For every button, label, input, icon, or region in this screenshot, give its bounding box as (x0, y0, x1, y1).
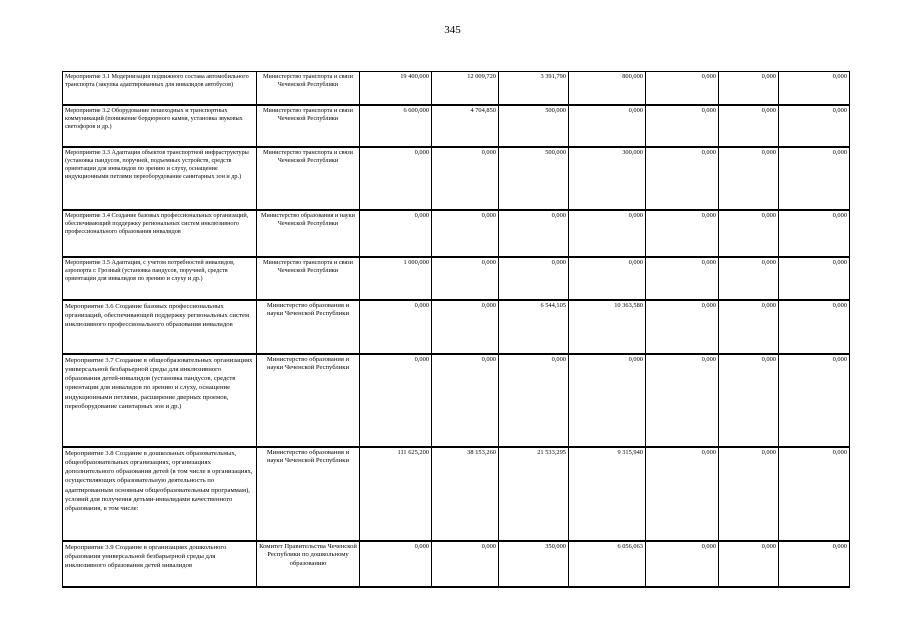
event-cell: Мероприятие 3.5 Адаптация, с учетом потребностей инвалидов, аэропорта г. Грозный (установка пандусов, поручней, средств ориентации для инвалидов по зрению и слуху и др.) (63, 257, 257, 300)
value-cell: 0,000 (432, 354, 499, 447)
value-cell: 0,000 (779, 72, 850, 105)
value-cell: 0,000 (360, 354, 432, 447)
value-cell: 9 315,940 (569, 447, 646, 541)
value-cell: 4 704,850 (432, 105, 499, 147)
value-cell: 10 363,580 (569, 300, 646, 354)
event-cell: Мероприятие 3.1 Модернизация подвижного состава автомобильного транспорта (закупка адаптированных для инвалидов автобусов) (63, 72, 257, 105)
executor-cell: Министерство транспорта и связи Чеченской Республики (257, 72, 360, 105)
value-cell: 0,000 (719, 354, 779, 447)
table-row (63, 147, 850, 210)
value-cell: 0,000 (646, 210, 719, 257)
value-cell: 0,000 (779, 210, 850, 257)
table-row (63, 257, 850, 300)
executor-cell: Министерство транспорта и связи Чеченской Республики (257, 147, 360, 210)
event-cell: Мероприятие 3.4 Создание базовых профессиональных организаций, обеспечивающий поддержку региональных систем инклюзивного профессионального образования инвалидов (63, 210, 257, 257)
value-cell: 6 600,000 (360, 105, 432, 147)
value-cell: 0,000 (779, 257, 850, 300)
event-cell: Мероприятие 3.2 Оборудование пешеходных и транспортных коммуникаций (понижение бордюрного камня, установка звуковых светофоров и др.) (63, 105, 257, 147)
value-cell: 111 625,200 (360, 447, 432, 541)
value-cell: 0,000 (360, 210, 432, 257)
table-row (63, 105, 850, 147)
value-cell: 21 533,295 (499, 447, 569, 541)
page-number: 345 (444, 24, 461, 36)
table-row (63, 300, 850, 354)
value-cell: 0,000 (569, 105, 646, 147)
value-cell: 0,000 (719, 541, 779, 587)
value-cell: 0,000 (779, 147, 850, 210)
value-cell: 1 000,000 (360, 257, 432, 300)
value-cell: 0,000 (646, 105, 719, 147)
value-cell: 0,000 (432, 147, 499, 210)
value-cell: 0,000 (719, 257, 779, 300)
value-cell: 0,000 (646, 541, 719, 587)
value-cell: 0,000 (569, 354, 646, 447)
budget-table (62, 71, 850, 588)
value-cell: 0,000 (499, 257, 569, 300)
value-cell: 0,000 (719, 105, 779, 147)
executor-cell: Министерство образования и науки Чеченской Республики (257, 354, 360, 447)
value-cell: 38 153,260 (432, 447, 499, 541)
value-cell: 0,000 (646, 354, 719, 447)
executor-cell: Министерство транспорта и связи Чеченской Республики (257, 105, 360, 147)
value-cell: 500,000 (499, 147, 569, 210)
value-cell: 0,000 (432, 300, 499, 354)
value-cell: 0,000 (569, 257, 646, 300)
event-cell: Мероприятие 3.9 Создание в организациях дошкольного образования универсальной безбарьерной среды для инклюзивного образования детей инвалидов (63, 541, 257, 587)
value-cell: 0,000 (719, 300, 779, 354)
value-cell: 0,000 (779, 105, 850, 147)
value-cell: 800,000 (569, 72, 646, 105)
value-cell: 0,000 (360, 300, 432, 354)
value-cell: 6 056,063 (569, 541, 646, 587)
value-cell: 0,000 (432, 210, 499, 257)
value-cell: 0,000 (779, 541, 850, 587)
event-cell: Мероприятие 3.8 Создание в дошкольных образовательных, общеобразовательных организациях, организациях дополнительного образования детей (в том числе в организациях, осуществляющих образовательную деятельность по адаптированным основным общеобразовательным программам), условий для получения детьми-инвалидами качественного образования, в том числе: (63, 447, 257, 541)
table-row (63, 210, 850, 257)
value-cell: 0,000 (646, 147, 719, 210)
value-cell: 500,000 (499, 105, 569, 147)
value-cell: 0,000 (499, 354, 569, 447)
table-row (63, 354, 850, 447)
value-cell: 0,000 (360, 147, 432, 210)
executor-cell: Министерство транспорта и связи Чеченской Республики (257, 257, 360, 300)
value-cell: 0,000 (779, 447, 850, 541)
value-cell: 0,000 (719, 447, 779, 541)
value-cell: 19 400,000 (360, 72, 432, 105)
event-cell: Мероприятие 3.7 Создание в общеобразовательных организациях универсальной безбарьерной среды для инклюзивного образования детей-инвалидов (установка пандусов, средств ориентации для инвалидов по зрению и слуху, оснащение индукционными петлями, расширение дверных проемов, переоборудование санитарных зон и др.) (63, 354, 257, 447)
executor-cell: Министерство образования и науки Чеченской Республики (257, 447, 360, 541)
table-row (63, 541, 850, 587)
value-cell: 0,000 (719, 72, 779, 105)
value-cell: 0,000 (646, 257, 719, 300)
value-cell: 0,000 (779, 354, 850, 447)
value-cell: 0,000 (719, 147, 779, 210)
value-cell: 0,000 (432, 541, 499, 587)
table-row (63, 72, 850, 105)
value-cell: 0,000 (719, 210, 779, 257)
executor-cell: Министерство образования и науки Чеченской Республики (257, 210, 360, 257)
executor-cell: Комитет Правительства Чеченской Республики по дошкольному образованию (257, 541, 360, 587)
table-row (63, 447, 850, 541)
value-cell: 300,000 (569, 147, 646, 210)
event-cell: Мероприятие 3.6 Создание базовых профессиональных организаций, обеспечивающей поддержку региональных систем инклюзивного профессионального образования инвалидов (63, 300, 257, 354)
value-cell: 0,000 (569, 210, 646, 257)
value-cell: 0,000 (646, 72, 719, 105)
value-cell: 0,000 (360, 541, 432, 587)
value-cell: 6 544,105 (499, 300, 569, 354)
value-cell: 0,000 (432, 257, 499, 300)
value-cell: 0,000 (779, 300, 850, 354)
value-cell: 0,000 (646, 300, 719, 354)
executor-cell: Министерство образования и науки Чеченской Республики (257, 300, 360, 354)
event-cell: Мероприятие 3.3 Адаптация объектов транспортной инфраструктуры (установка пандусов, поручней, подъемных устройств, средств ориентации для инвалидов по зрению и слуху, оснащение индукционными петлями переоборудование санитарных зон и др.) (63, 147, 257, 210)
value-cell: 0,000 (499, 210, 569, 257)
value-cell: 12 009,720 (432, 72, 499, 105)
value-cell: 0,000 (646, 447, 719, 541)
value-cell: 350,000 (499, 541, 569, 587)
value-cell: 3 391,790 (499, 72, 569, 105)
